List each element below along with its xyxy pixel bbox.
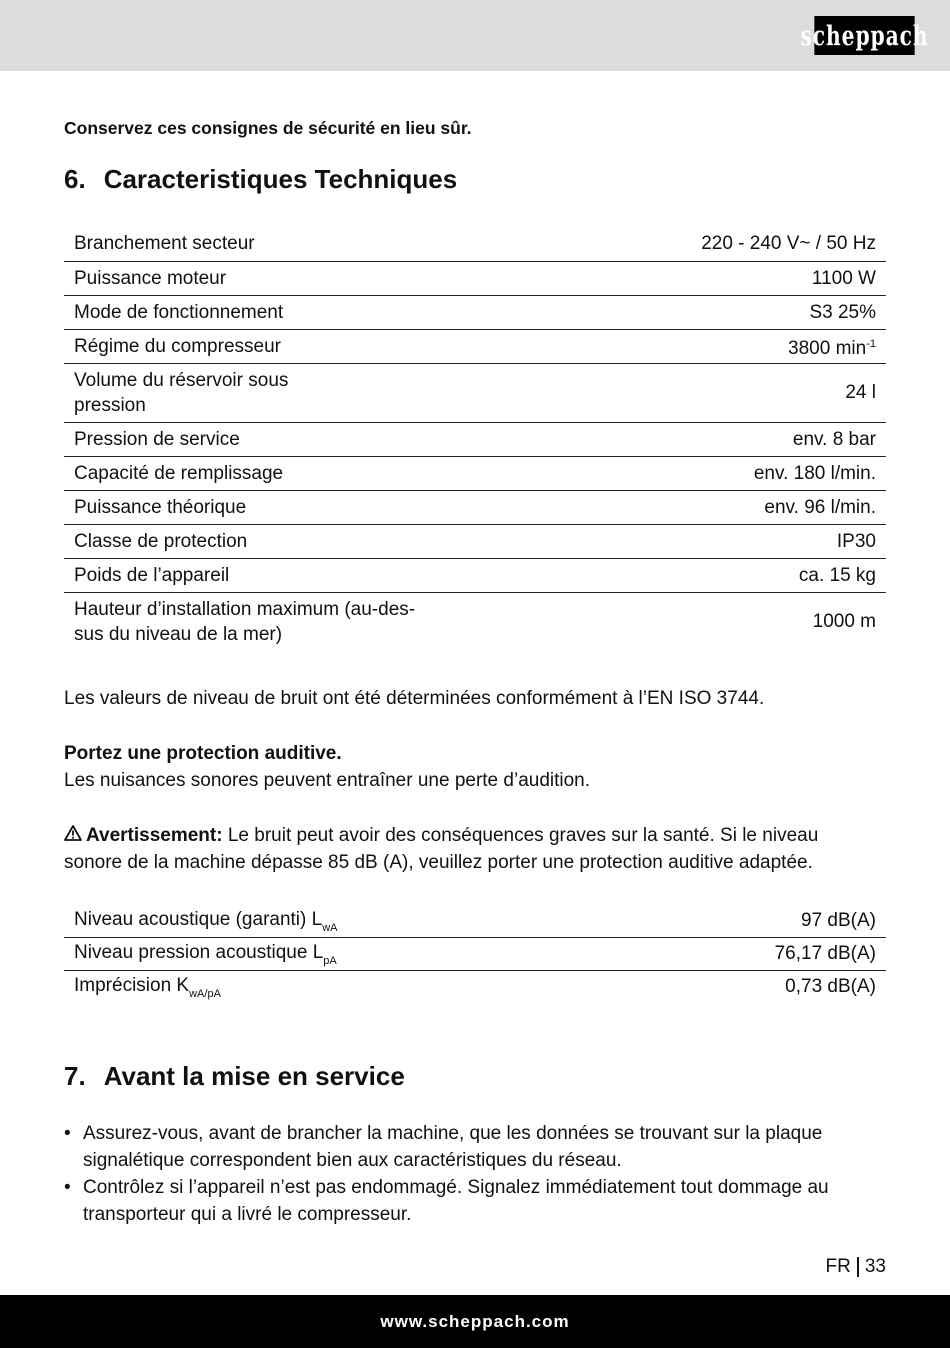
noise-label-subscript: wA/pA (189, 987, 221, 1000)
spec-value: env. 180 l/min. (598, 456, 886, 490)
table-row (64, 295, 886, 329)
spec-label: Puissance théorique (64, 490, 598, 524)
table-row (64, 558, 886, 592)
spec-label-line: Hauteur d’installation maximum (au-des- (74, 598, 416, 620)
noise-label (64, 905, 640, 938)
noise-value: 0,73 dB(A) (785, 976, 876, 997)
spec-label-line: Volume du réservoir sous (74, 369, 289, 391)
hearing-protection-title: Portez une protection auditive. (64, 743, 342, 764)
list-item-line: Contrôlez si l’appareil n’est pas endommagé. Signalez immédiatement tout dommage au (83, 1177, 829, 1198)
list-item-line: Assurez-vous, avant de brancher la machine, que les données se trouvant sur la plaque (83, 1123, 823, 1144)
spec-value: IP30 (598, 524, 886, 558)
noise-label (64, 971, 640, 1004)
section-number: 7. (64, 1061, 86, 1091)
spec-label (64, 363, 598, 422)
spec-value (598, 329, 886, 363)
spec-label: Pression de service (64, 422, 598, 456)
spec-label-line: sus du niveau de la mer) (74, 623, 283, 645)
warning-label: Avertissement: (86, 825, 223, 846)
noise-label-text: Imprécision K (74, 974, 190, 996)
list-item (64, 1120, 886, 1174)
table-row (64, 592, 886, 651)
spec-value: 1000 m (812, 611, 876, 633)
list-item (64, 1174, 886, 1228)
footer-bar (0, 1295, 950, 1348)
spec-value: 1100 W (598, 261, 886, 295)
spec-label: Puissance moteur (64, 261, 598, 295)
list-item-line: signalétique correspondent bien aux caractéristiques du réseau. (83, 1150, 622, 1171)
section-number: 6. (64, 164, 86, 194)
spec-label: Mode de fonctionnement (64, 295, 598, 329)
spec-label: Capacité de remplissage (64, 456, 598, 490)
table-row (64, 456, 886, 490)
section-title: Caracteristiques Techniques (103, 164, 458, 194)
spec-value: 24 l (598, 363, 886, 422)
bullet-icon: • (64, 1123, 71, 1144)
spec-label-line: pression (74, 394, 146, 416)
section-title: Avant la mise en service (103, 1061, 405, 1091)
noise-label-text: Niveau pression acoustique L (74, 941, 324, 963)
safety-note: Conservez ces consignes de sécurité en lieu sûr. (64, 118, 472, 138)
table-row (64, 261, 886, 295)
checklist (64, 1120, 886, 1228)
page-language: FR (825, 1256, 851, 1277)
hearing-protection-block (64, 740, 886, 794)
section-6-heading (64, 164, 457, 195)
noise-label-subscript: wA (322, 921, 338, 934)
warning-text-continued: sonore de la machine dépasse 85 dB (A), veuillez porter une protection auditive adaptée. (64, 852, 813, 873)
spec-label: Poids de l’appareil (64, 558, 598, 592)
footer-url: www.scheppach.com (380, 1311, 570, 1331)
list-item-line: transporteur qui a livré le compresseur. (83, 1204, 412, 1225)
spec-value: 220 - 240 V~ / 50 Hz (598, 227, 886, 261)
noise-label-text: Niveau acoustique (garanti) L (74, 908, 323, 930)
logo-text: scheppach (800, 19, 929, 52)
table-row (64, 227, 886, 261)
noise-label-subscript: pA (323, 954, 337, 967)
specs-table (64, 227, 886, 651)
table-row (64, 971, 886, 1004)
spec-label: Branchement secteur (64, 227, 598, 261)
section-7-heading (64, 1061, 405, 1092)
noise-table (64, 905, 886, 1003)
page-number-value: 33 (864, 1256, 886, 1277)
spec-label: Régime du compresseur (64, 329, 598, 363)
noise-value: 97 dB(A) (640, 905, 886, 938)
noise-label (64, 938, 640, 971)
warning-triangle-icon (64, 822, 82, 849)
table-row (64, 329, 886, 363)
page-separator (857, 1257, 859, 1277)
spec-value: env. 8 bar (598, 422, 886, 456)
table-row (64, 490, 886, 524)
table-row (64, 524, 886, 558)
warning-text: Le bruit peut avoir des conséquences graves sur la santé. Si le niveau (222, 825, 819, 846)
noise-value: 76,17 dB(A) (640, 938, 886, 971)
bullet-icon: • (64, 1177, 71, 1198)
spec-value-superscript: -1 (866, 337, 876, 350)
spec-value: ca. 15 kg (598, 558, 886, 592)
brand-logo (800, 16, 929, 55)
table-row (64, 363, 886, 422)
hearing-protection-text: Les nuisances sonores peuvent entraîner une perte d’audition. (64, 770, 591, 791)
table-row (64, 422, 886, 456)
warning-block (64, 822, 886, 876)
page-number (826, 1256, 886, 1278)
spec-value-text: 3800 min (788, 337, 867, 359)
noise-standard-note: Les valeurs de niveau de bruit ont été déterminées conformément à l’EN ISO 3744. (64, 688, 765, 709)
spec-label: Classe de protection (64, 524, 598, 558)
warning-line (64, 822, 886, 849)
spec-value: S3 25% (598, 295, 886, 329)
spec-value: env. 96 l/min. (598, 490, 886, 524)
spec-label (64, 592, 598, 651)
table-row (64, 938, 886, 971)
table-row (64, 905, 886, 938)
